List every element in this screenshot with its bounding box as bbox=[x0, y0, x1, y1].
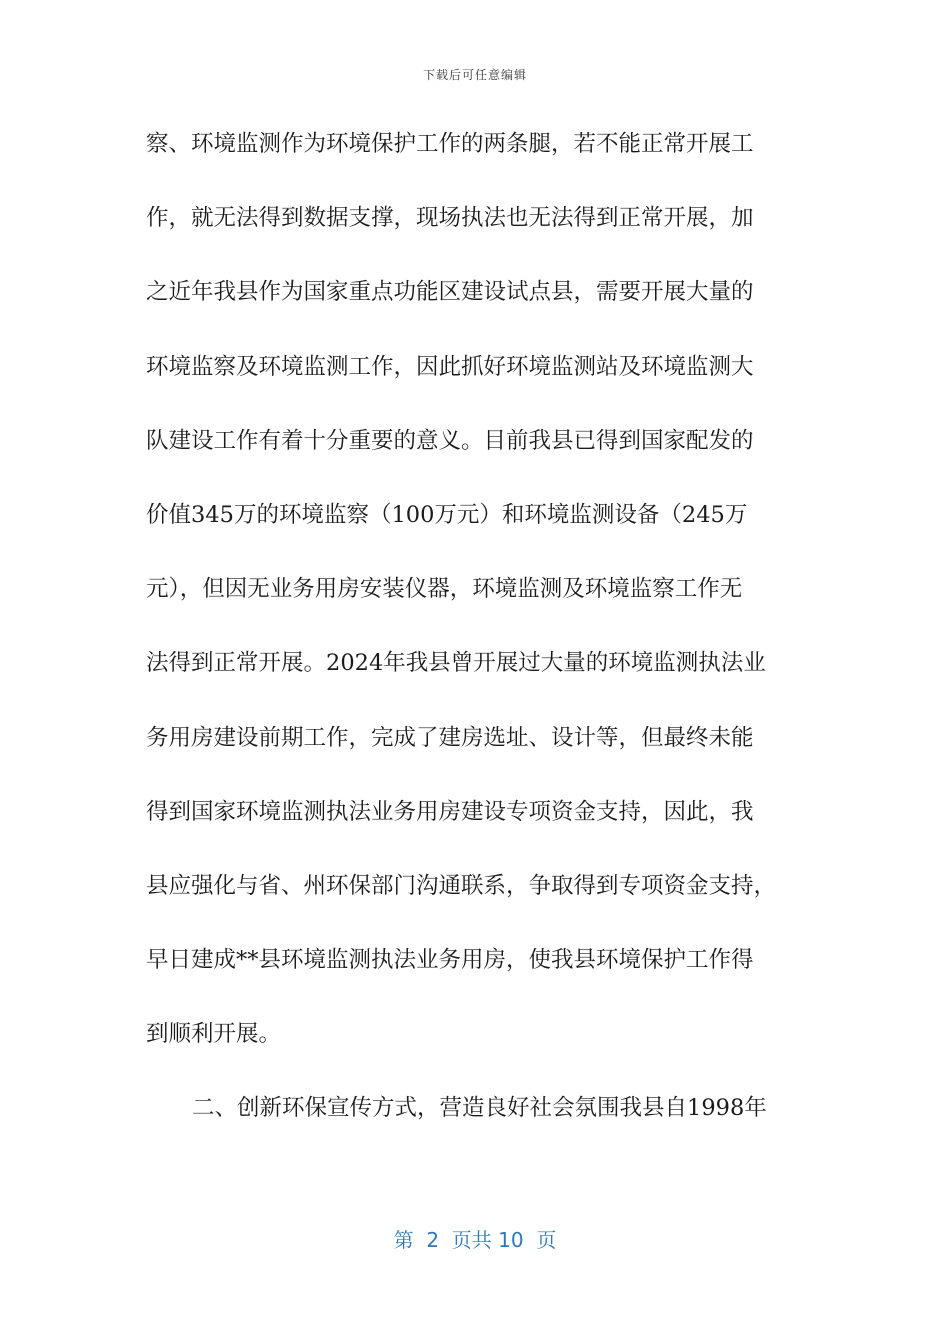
text-line: 早日建成**县环境监测执法业务用房，使我县环境保护工作得 bbox=[146, 947, 754, 974]
text-line: 察、环境监测作为环境保护工作的两条腿，若不能正常开展工 bbox=[146, 131, 754, 157]
text-line: 队建设工作有着十分重要的意义。目前我县已得到国家配发的 bbox=[146, 427, 754, 454]
page-header-note: 下载后可任意编辑 bbox=[422, 68, 527, 82]
text-line: 务用房建设前期工作，完成了建房选址、设计等，但最终未能 bbox=[146, 724, 754, 751]
section-heading-line: 二、创新环保宣传方式，营造良好社会氛围我县自1998年 bbox=[192, 1095, 767, 1122]
page-number-footer: 第 2 页共 10 页 bbox=[393, 1228, 557, 1252]
text-line: 环境监察及环境监测工作，因此抓好环境监测站及环境监测大 bbox=[146, 353, 754, 380]
document-body bbox=[146, 126, 806, 1165]
text-line: 得到国家环境监测执法业务用房建设专项资金支持，因此，我 bbox=[146, 798, 754, 825]
text-line: 价值345万的环境监察（100万元）和环境监测设备（245万 bbox=[146, 501, 748, 528]
text-line: 县应强化与省、州环保部门沟通联系，争取得到专项资金支持， bbox=[146, 872, 777, 899]
text-line: 到顺利开展。 bbox=[146, 1021, 282, 1048]
text-line: 法得到正常开展。2024年我县曾开展过大量的环境监测执法业 bbox=[146, 650, 766, 677]
text-line: 作，就无法得到数据支撑，现场执法也无法得到正常开展，加 bbox=[146, 205, 754, 232]
text-line: 之近年我县作为国家重点功能区建设试点县，需要开展大量的 bbox=[146, 279, 754, 306]
text-line: 元），但因无业务用房安装仪器，环境监测及环境监察工作无 bbox=[146, 576, 743, 603]
